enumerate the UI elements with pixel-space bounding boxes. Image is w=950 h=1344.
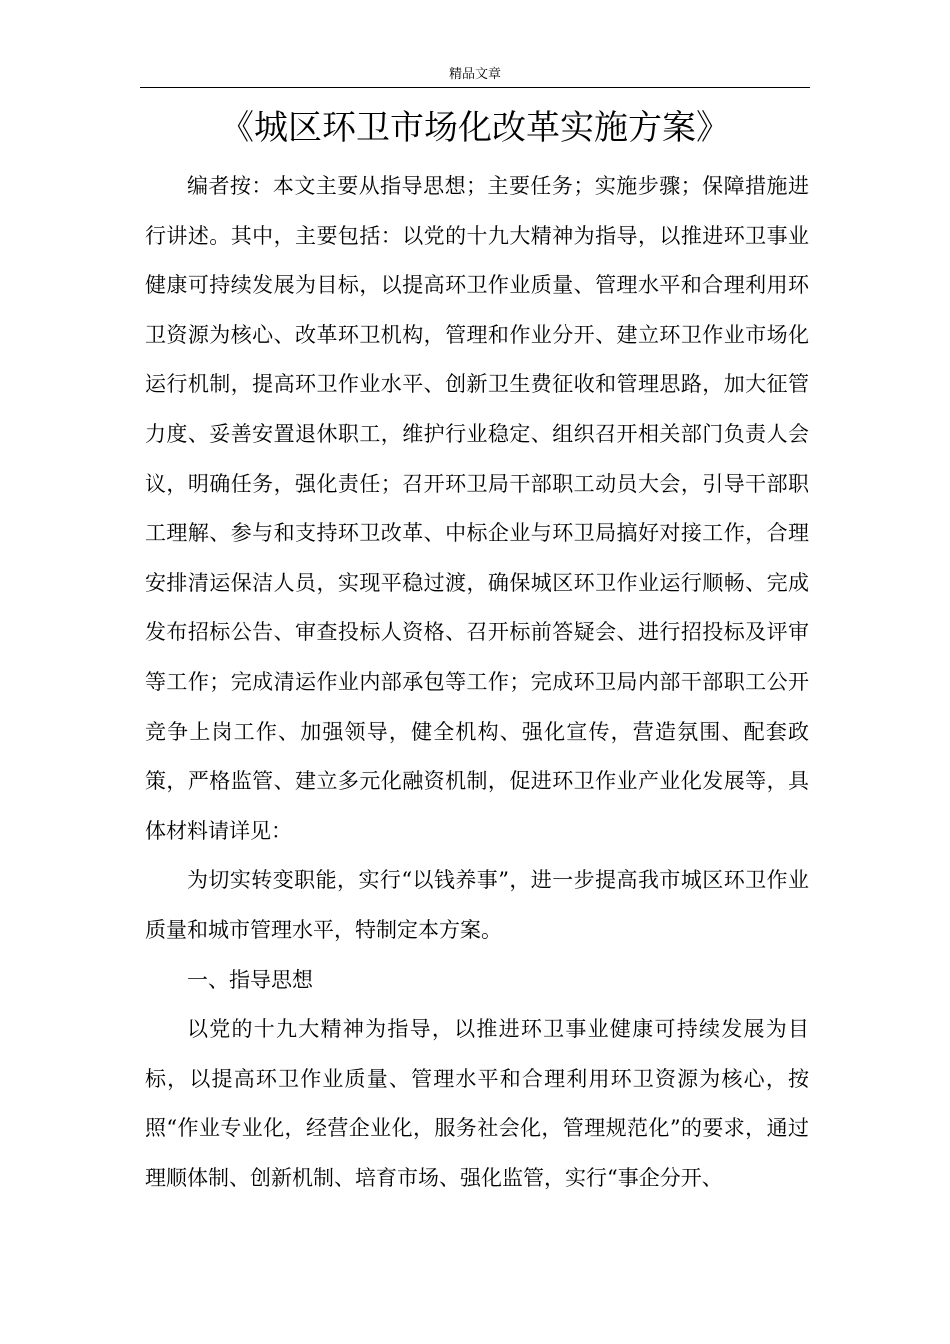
intro-paragraph: 为切实转变职能，实行“以钱养事”，进一步提高我市城区环卫作业质量和城市管理水平，特制定本方案。	[145, 868, 809, 942]
document-title: 《城区环卫市场化改革实施方案》	[220, 108, 730, 148]
guiding-ideology-paragraph: 以党的十九大精神为指导，以推进环卫事业健康可持续发展为目标，以提高环卫作业质量、管理水平和合理利用环卫资源为核心，按照“作业专业化，经营企业化，服务社会化，管理规范化”的要求，通过理顺体制、创新机制、培育市场、强化监管，实行“事企分开、	[145, 1017, 809, 1190]
editor-note-paragraph: 编者按：本文主要从指导思想；主要任务；实施步骤；保障措施进行讲述。其中，主要包括：以党的十九大精神为指导，以推进环卫事业健康可持续发展为目标，以提高环卫作业质量、管理水平和合理利用环卫资源为核心、改革环卫机构，管理和作业分开、建立环卫作业市场化运行机制，提高环卫作业水平、创新卫生费征收和管理思路，加大征管力度、妥善安置退休职工，维护行业稳定、组织召开相关部门负责人会议，明确任务，强化责任；召开环卫局干部职工动员大会，引导干部职工理解、参与和支持环卫改革、中标企业与环卫局搞好对接工作，合理安排清运保洁人员，实现平稳过渡，确保城区环卫作业运行顺畅、完成发布招标公告、审查投标人资格、召开标前答疑会、进行招投标及评审等工作；完成清运作业内部承包等工作；完成环卫局内部干部职工公开竞争上岗工作、加强领导，健全机构、强化宣传，营造氛围、配套政策，严格监管、建立多元化融资机制，促进环卫作业产业化发展等，具体材料请详见：	[145, 174, 809, 843]
document-body	[145, 162, 809, 1203]
section-heading-guiding-ideology: 一、指导思想	[187, 967, 313, 992]
header-divider	[140, 87, 810, 88]
page-header-label: 精品文章	[448, 67, 501, 82]
